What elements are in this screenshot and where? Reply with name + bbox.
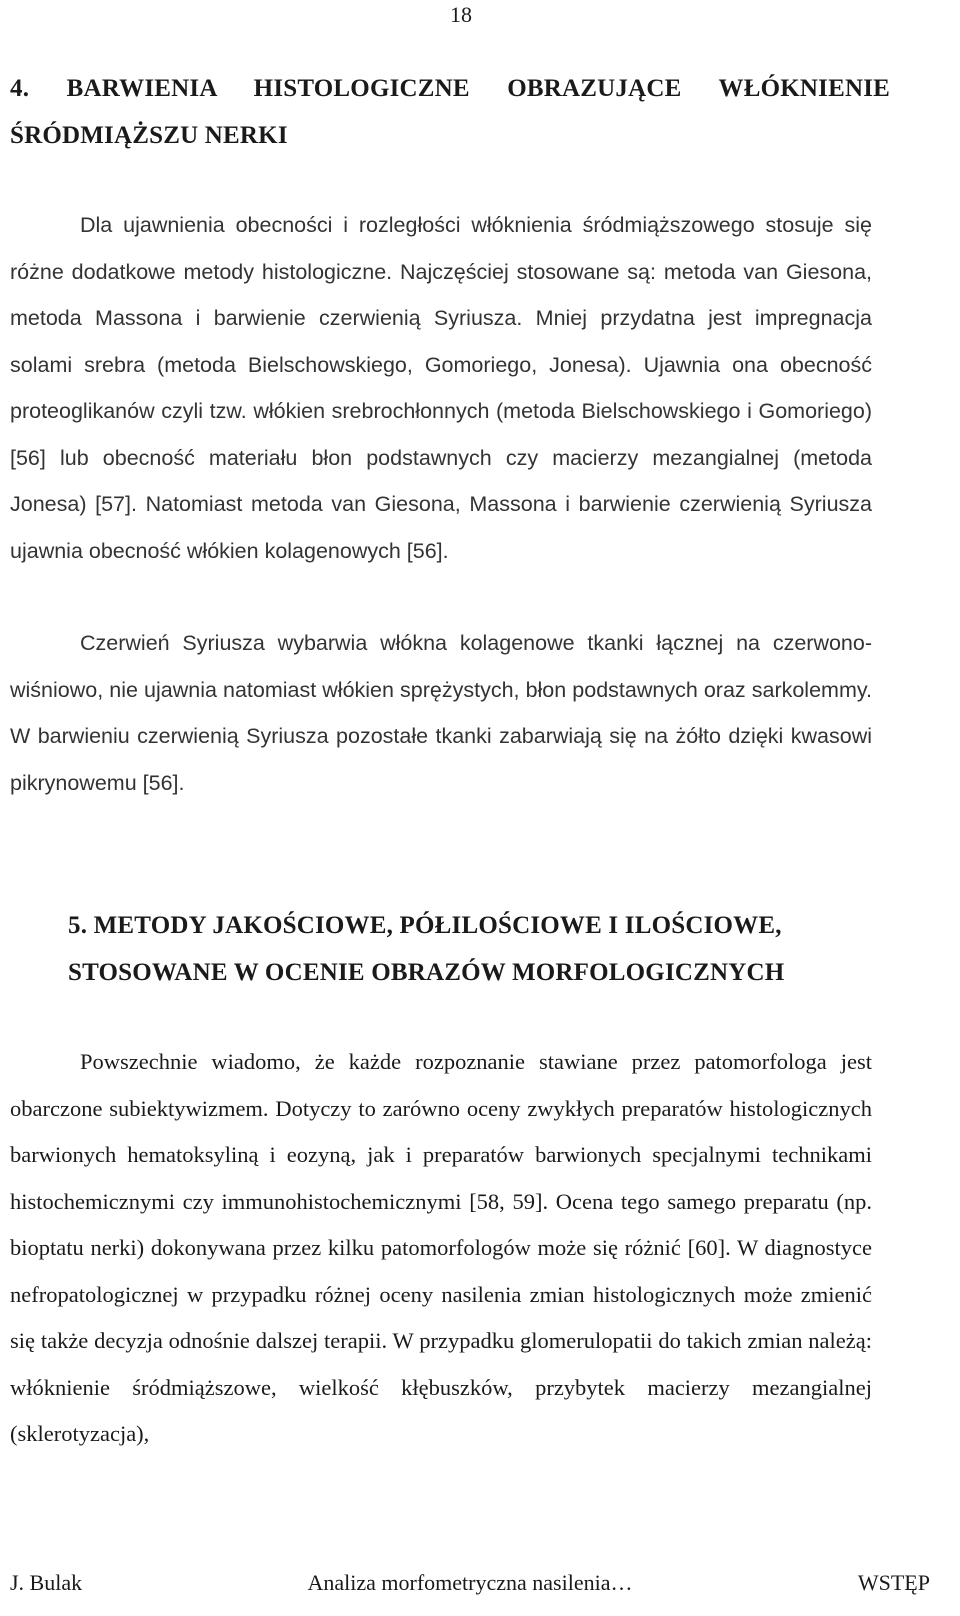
- section-5-heading: 5. METODY JAKOŚCIOWE, PÓŁILOŚCIOWE I ILOŚCIOWE, STOSOWANE W OCENIE OBRAZÓW MORFOLOGICZNYCH: [68, 912, 785, 986]
- section-4-paragraph-1: Dla ujawnienia obecności i rozległości włóknienia śródmiąższowego stosuje się różne dodatkowe metody histologiczne. Najczęściej stosowane są: metoda van Giesona, metoda Massona i barwienie czerwienią Syriusza. Mniej przydatna jest impregnacja solami srebra (metoda Bielschowskiego, Gomoriego, Jonesa). Ujawnia ona obecność proteoglikanów czyli tzw. włókien srebrochłonnych (metoda Bielschowskiego i Gomoriego) [56] lub obecność materiału błon podstawnych czy macierzy mezangialnej (metoda Jonesa) [57]. Natomiast metoda van Giesona, Massona i barwienie czerwienią Syriusza ujawnia obecność włókien kolagenowych [56].: [10, 213, 872, 563]
- section-4-heading: 4. BARWIENIA HISTOLOGICZNE OBRAZUJĄCE WŁÓKNIENIE ŚRÓDMIĄŻSZU NERKI: [10, 75, 890, 149]
- page-number: 18: [450, 2, 472, 27]
- footer-section: WSTĘP: [857, 1570, 930, 1595]
- footer-title: Analiza morfometryczna nasilenia…: [307, 1570, 633, 1595]
- footer-author: J. Bulak: [10, 1570, 83, 1595]
- page-footer: [10, 1570, 930, 1596]
- section-5-paragraph-1: Powszechnie wiadomo, że każde rozpoznanie stawiane przez patomorfologa jest obarczone subiektywizmem. Dotyczy to zarówno oceny zwykłych preparatów histologicznych barwionych hematoksyliną i eozyną, jak i preparatów barwionych specjalnymi technikami histochemicznymi czy immunohistochemicznymi [58, 59]. Ocena tego samego preparatu (np. bioptatu nerki) dokonywana przez kilku patomorfologów może się różnić [60]. W diagnostyce nefropatologicznej w przypadku różnej oceny nasilenia zmian histologicznych może zmienić się także decyzja odnośnie dalszej terapii. W przypadku glomerulopatii do takich zmian należą: włóknienie śródmiąższowe, wielkość kłębuszków, przybytek macierzy mezangialnej (sklerotyzacja),: [10, 1049, 872, 1446]
- section-4-paragraph-2: Czerwień Syriusza wybarwia włókna kolagenowe tkanki łącznej na czerwono-wiśniowo, nie ujawnia natomiast włókien sprężystych, błon podstawnych oraz sarkolemmy. W barwieniu czerwienią Syriusza pozostałe tkanki zabarwiają się na żółto dzięki kwasowi pikrynowemu [56].: [10, 631, 872, 795]
